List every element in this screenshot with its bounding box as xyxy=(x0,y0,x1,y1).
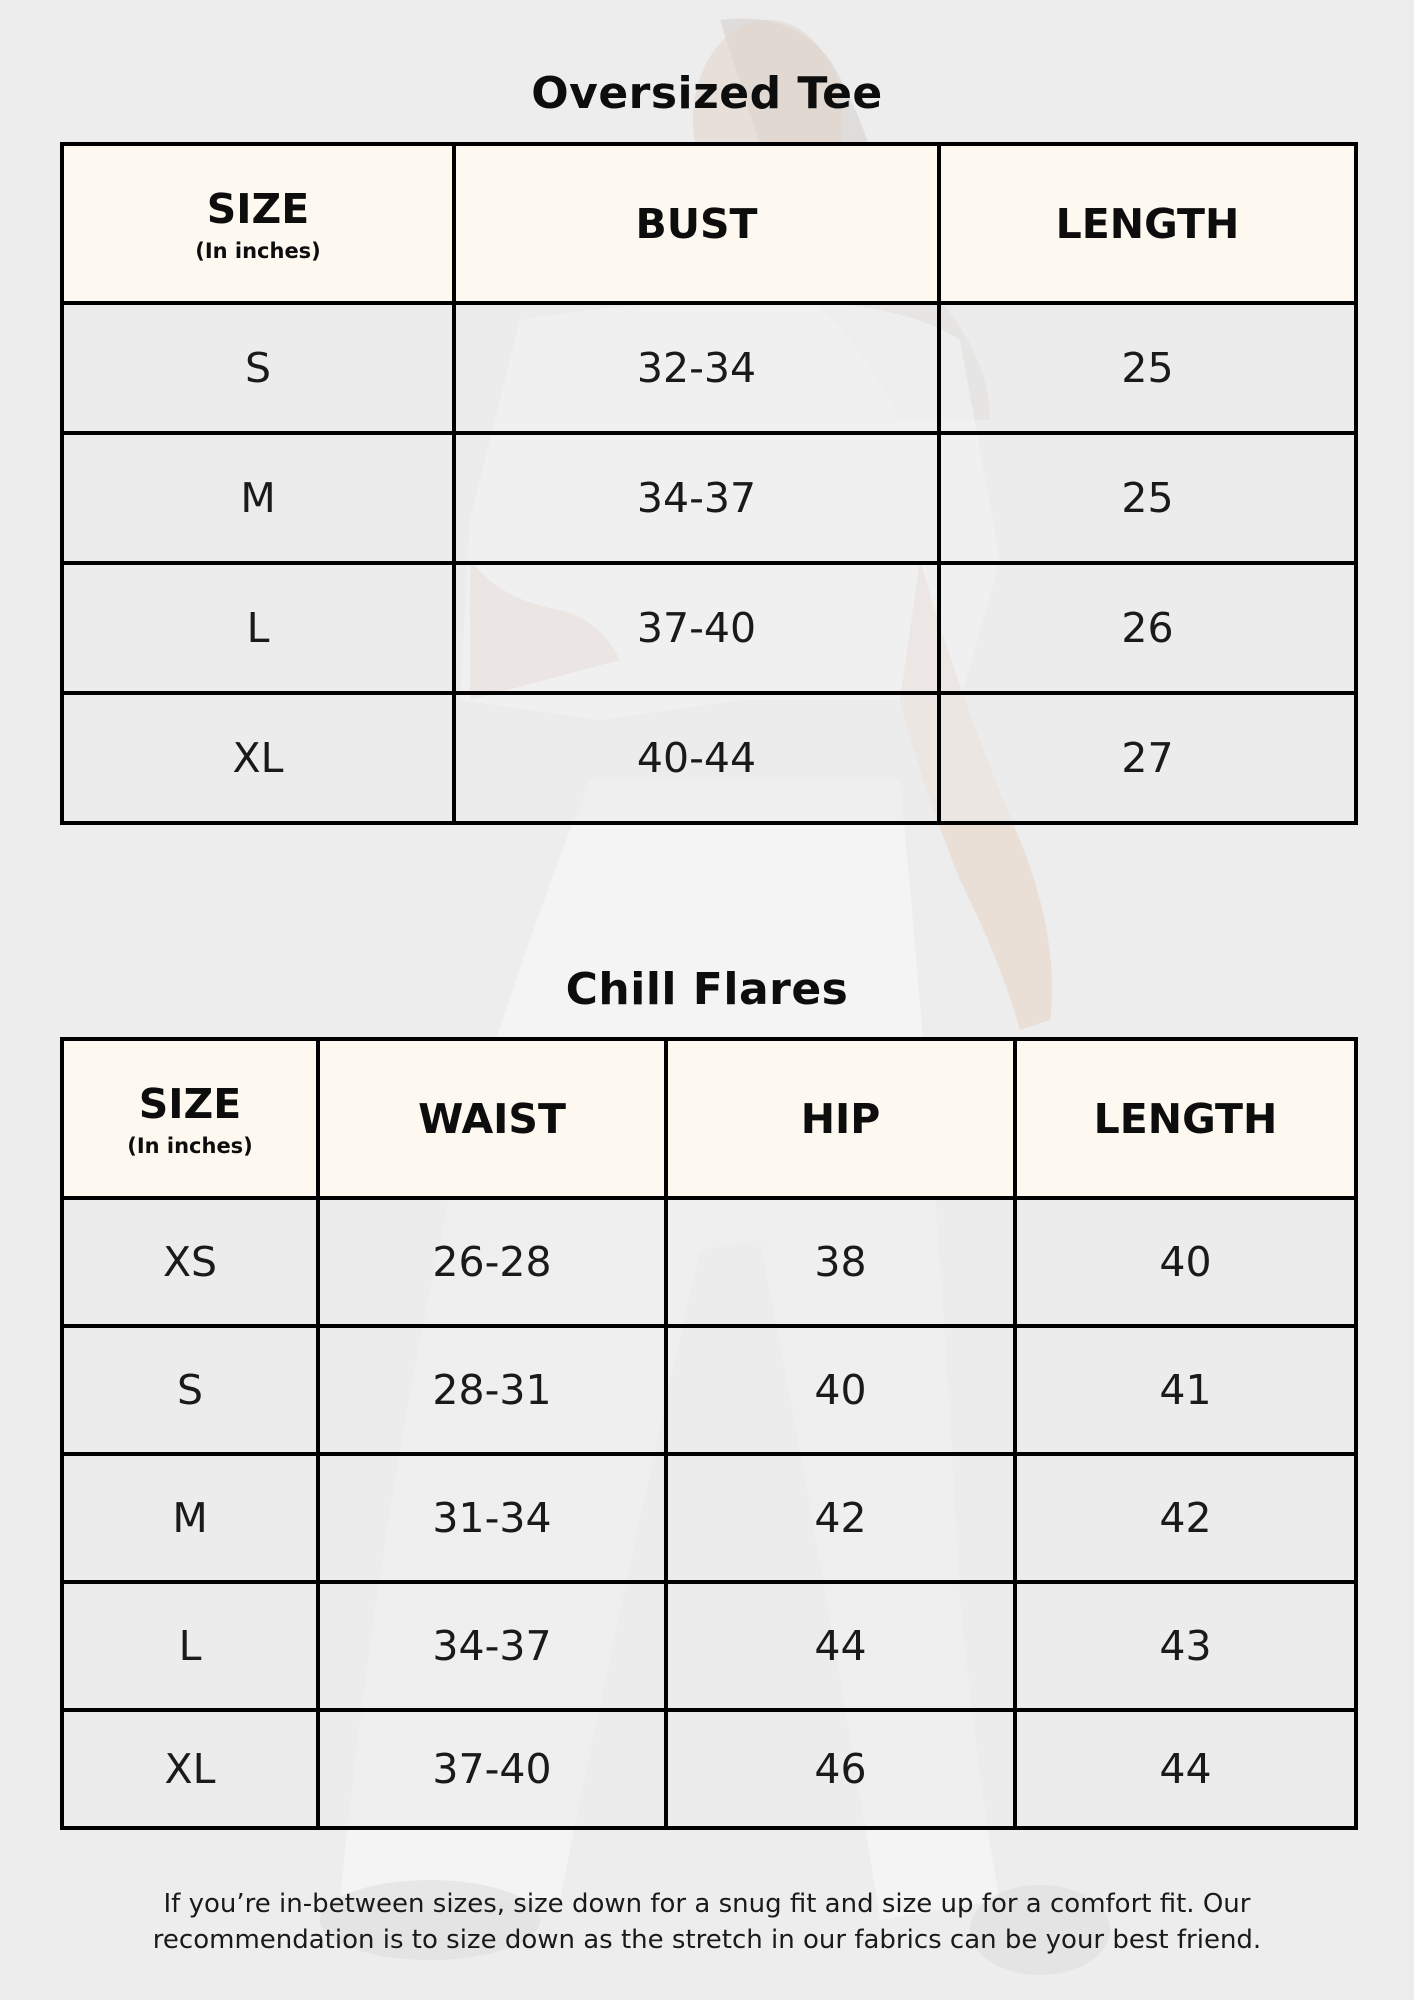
hip-cell: 38 xyxy=(666,1198,1015,1326)
length-cell: 40 xyxy=(1015,1198,1356,1326)
table-row xyxy=(62,1454,1356,1582)
size-cell: L xyxy=(62,563,454,693)
length-cell: 41 xyxy=(1015,1326,1356,1454)
flares-header-hip: HIP xyxy=(666,1039,1015,1198)
table-row xyxy=(62,563,1356,693)
hip-cell: 40 xyxy=(666,1326,1015,1454)
fit-advice-line-2: recommendation is to size down as the stretch in our fabrics can be your best friend. xyxy=(152,1925,1262,1955)
tee-title: Oversized Tee xyxy=(531,68,883,119)
tee-header-bust: BUST xyxy=(454,144,939,303)
length-cell: 27 xyxy=(939,693,1356,823)
size-cell: XS xyxy=(62,1198,318,1326)
tee-header-length: LENGTH xyxy=(939,144,1356,303)
flares-header-waist: WAIST xyxy=(318,1039,666,1198)
waist-cell: 28-31 xyxy=(318,1326,666,1454)
fit-advice-line-1: If you’re in-between sizes, size down for a snug fit and size up for a comfort fit. Our xyxy=(163,1889,1251,1919)
length-cell: 25 xyxy=(939,433,1356,563)
table-row xyxy=(62,433,1356,563)
size-cell: XL xyxy=(62,693,454,823)
length-cell: 42 xyxy=(1015,1454,1356,1582)
length-cell: 44 xyxy=(1015,1710,1356,1828)
table-row xyxy=(62,1710,1356,1828)
length-cell: 26 xyxy=(939,563,1356,693)
waist-cell: 31-34 xyxy=(318,1454,666,1582)
waist-cell: 34-37 xyxy=(318,1582,666,1710)
flares-header-size-label: SIZE xyxy=(138,1079,242,1128)
bust-cell: 37-40 xyxy=(454,563,939,693)
size-cell: L xyxy=(62,1582,318,1710)
length-cell: 43 xyxy=(1015,1582,1356,1710)
table-row xyxy=(62,693,1356,823)
tee-header-row xyxy=(62,144,1356,303)
flares-header-size xyxy=(62,1039,318,1198)
table-row xyxy=(62,1582,1356,1710)
hip-cell: 46 xyxy=(666,1710,1015,1828)
hip-cell: 44 xyxy=(666,1582,1015,1710)
bust-cell: 34-37 xyxy=(454,433,939,563)
size-cell: M xyxy=(62,1454,318,1582)
flares-title: Chill Flares xyxy=(565,964,849,1015)
table-row xyxy=(62,1198,1356,1326)
tee-header-size xyxy=(62,144,454,303)
size-cell: S xyxy=(62,1326,318,1454)
waist-cell: 37-40 xyxy=(318,1710,666,1828)
size-cell: S xyxy=(62,303,454,433)
tee-size-table xyxy=(60,142,1358,825)
flares-header-length: LENGTH xyxy=(1015,1039,1356,1198)
fit-advice-note xyxy=(100,1886,1314,1958)
bust-cell: 40-44 xyxy=(454,693,939,823)
length-cell: 25 xyxy=(939,303,1356,433)
flares-header-size-unit: (In inches) xyxy=(127,1133,253,1158)
tee-header-size-label: SIZE xyxy=(206,184,310,233)
hip-cell: 42 xyxy=(666,1454,1015,1582)
waist-cell: 26-28 xyxy=(318,1198,666,1326)
size-cell: M xyxy=(62,433,454,563)
size-cell: XL xyxy=(62,1710,318,1828)
flares-size-table xyxy=(60,1037,1358,1830)
tee-header-size-unit: (In inches) xyxy=(195,238,321,263)
table-row xyxy=(62,303,1356,433)
flares-header-row xyxy=(62,1039,1356,1198)
table-row xyxy=(62,1326,1356,1454)
bust-cell: 32-34 xyxy=(454,303,939,433)
